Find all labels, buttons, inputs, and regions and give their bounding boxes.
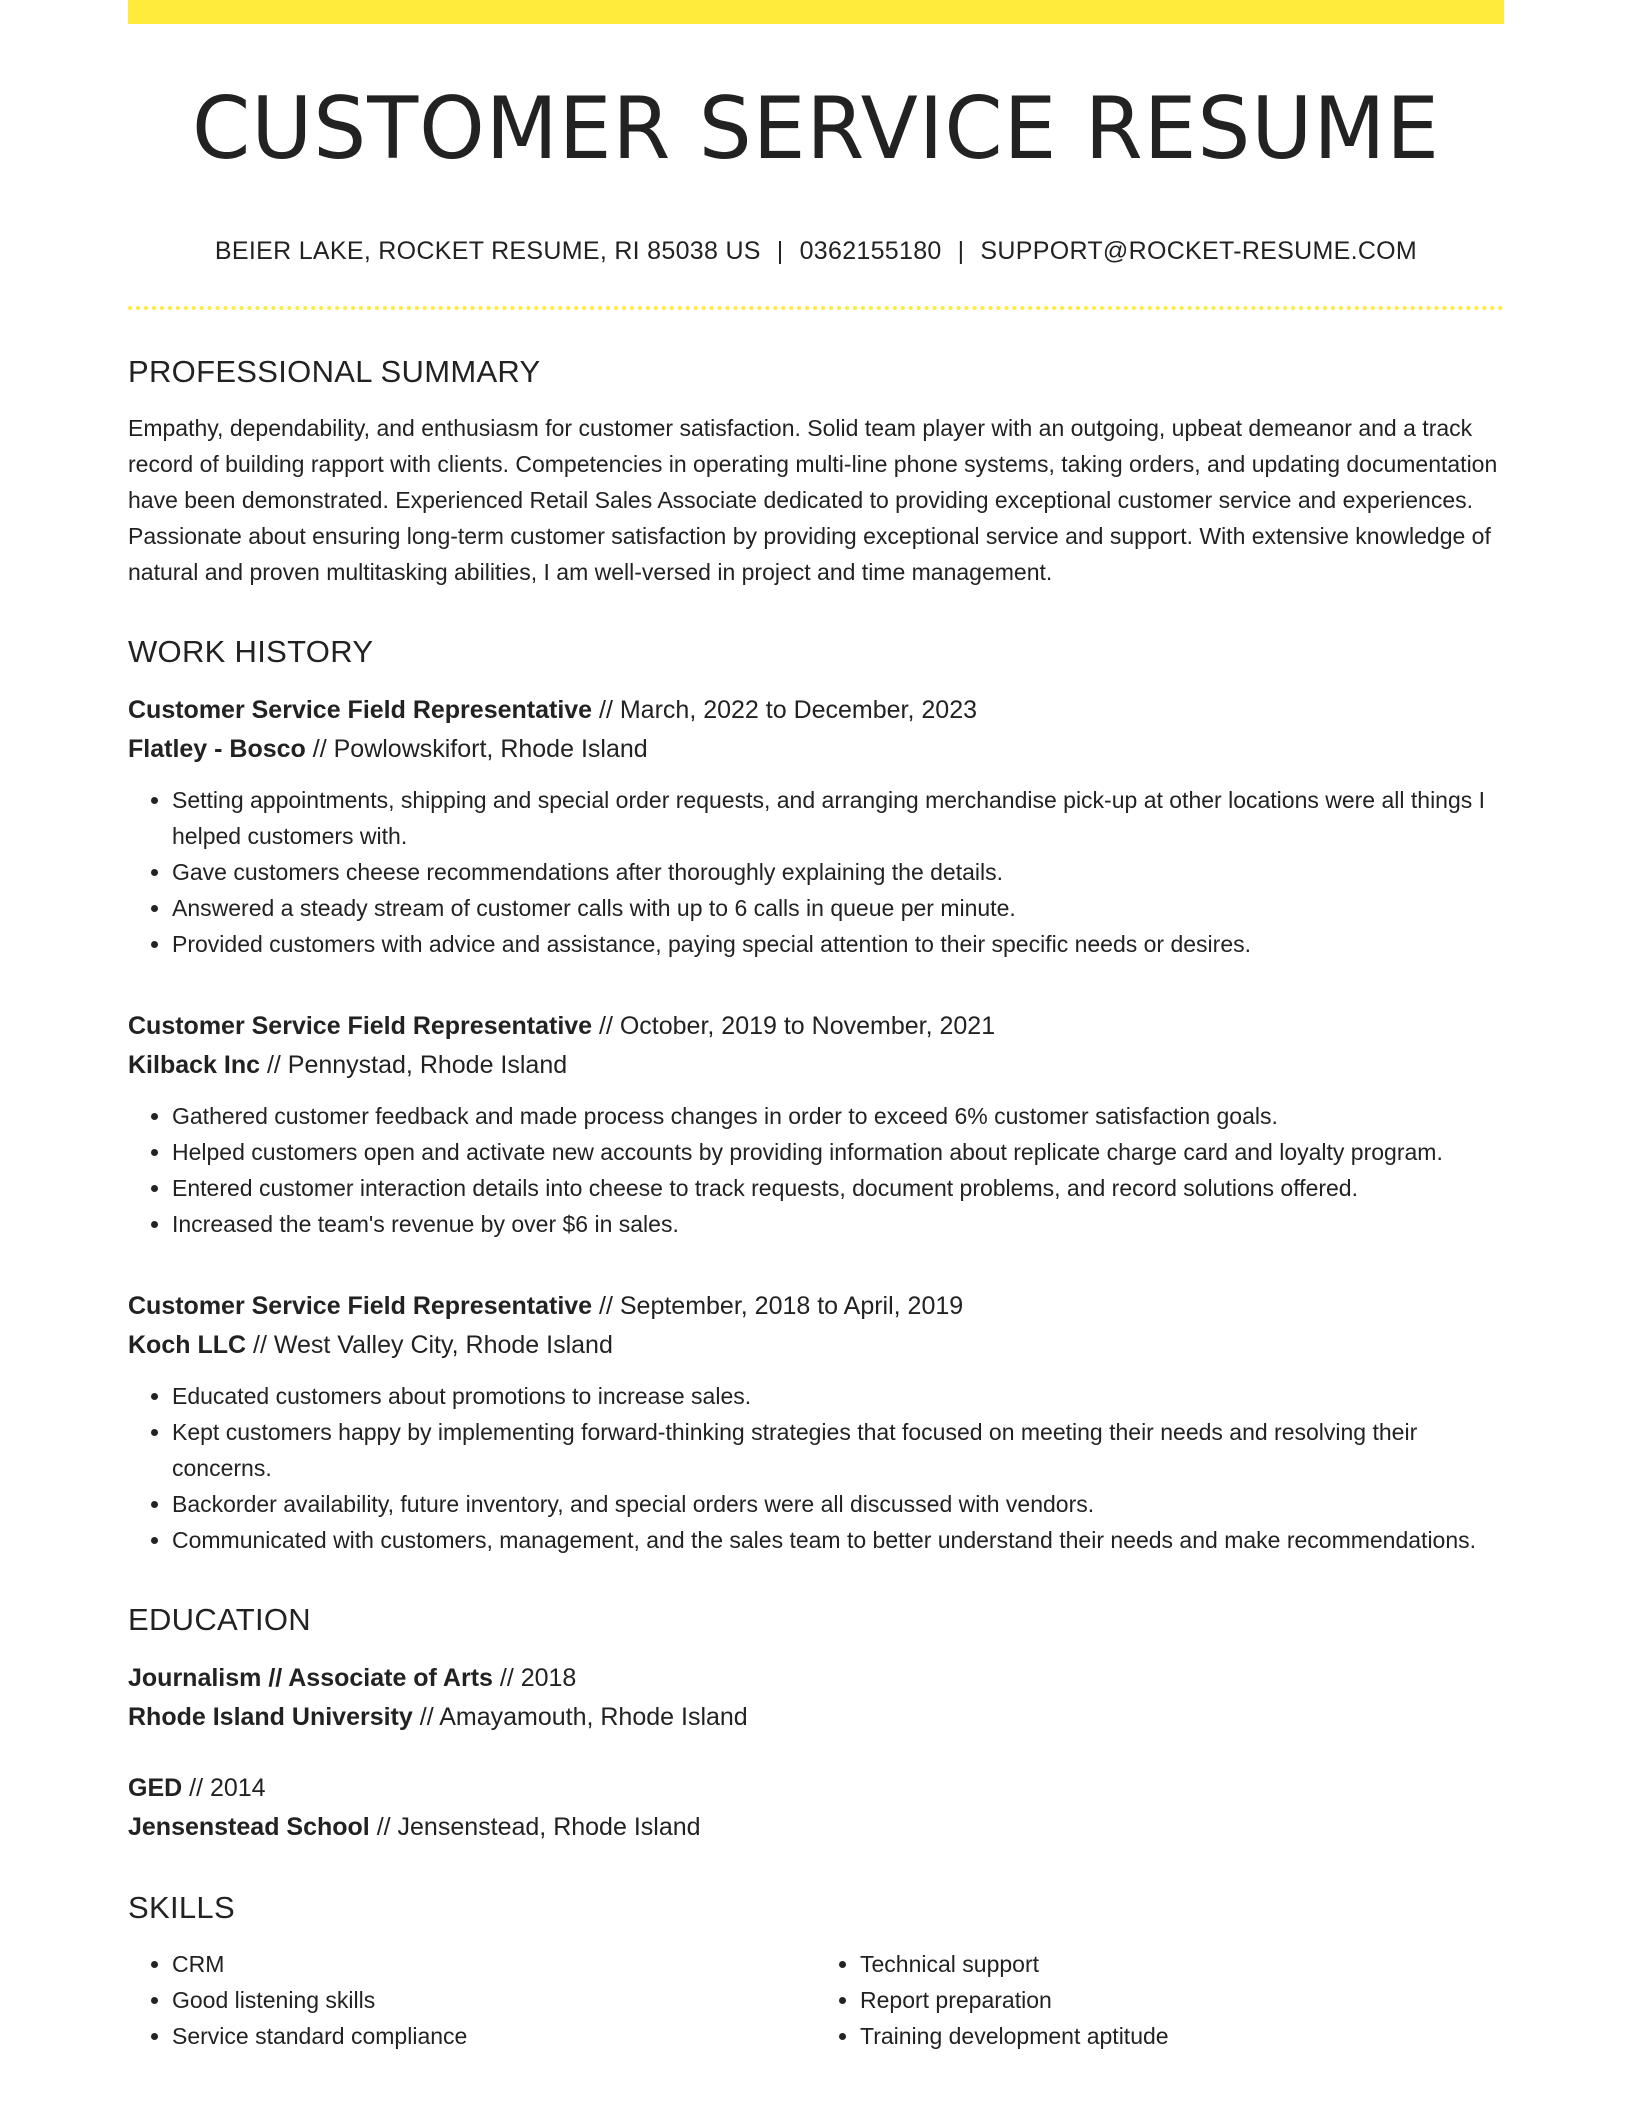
employer-location: // Pennystad, Rhode Island (260, 1050, 568, 1079)
job-title: Customer Service Field Representative (128, 695, 593, 724)
education-entry (128, 1768, 1504, 1846)
graduation-year: // 2014 (182, 1773, 266, 1802)
graduation-year: // 2018 (492, 1663, 577, 1692)
job-bullet: • Gathered customer feedback and made process changes in order to exceed 6% customer satisfaction goals. (172, 1098, 1504, 1134)
contact-phone: 0362155180 (799, 236, 942, 265)
job-entry (128, 1286, 1504, 1558)
summary-heading: PROFESSIONAL SUMMARY (128, 353, 541, 389)
skills-column-left (172, 1946, 816, 2054)
employer-name: Flatley - Bosco (128, 734, 306, 763)
contact-address: BEIER LAKE, ROCKET RESUME, RI 85038 US (214, 236, 761, 265)
contact-separator: | (776, 236, 784, 265)
job-bullet: • Kept customers happy by implementing forward-thinking strategies that focused on meeting their needs and resolving their concerns. (172, 1414, 1504, 1486)
job-bullets (172, 1378, 1504, 1558)
job-entry (128, 690, 1504, 962)
job-bullet: • Setting appointments, shipping and special order requests, and arranging merchandise pick-up at other locations were all things I helped customers with. (172, 782, 1504, 854)
degree: GED (128, 1773, 183, 1802)
job-bullet: • Entered customer interaction details into cheese to track requests, document problems, and record solutions offered. (172, 1170, 1504, 1206)
employer-location: // West Valley City, Rhode Island (246, 1330, 613, 1359)
job-dates: // October, 2019 to November, 2021 (592, 1011, 996, 1040)
work-history-heading: WORK HISTORY (128, 633, 374, 669)
job-bullet: • Backorder availability, future inventory, and special orders were all discussed with vendors. (172, 1486, 1504, 1522)
employer-name: Koch LLC (128, 1330, 247, 1359)
degree-line (128, 1768, 1504, 1808)
skill-item: • CRM (172, 1946, 816, 1982)
skill-item: • Technical support (860, 1946, 1504, 1982)
school-location: // Amayamouth, Rhode Island (412, 1702, 748, 1731)
school-line (128, 1698, 1504, 1736)
job-title: Customer Service Field Representative (128, 1011, 593, 1040)
school-name: Rhode Island University (128, 1702, 413, 1731)
job-bullet: • Provided customers with advice and assistance, paying special attention to their specific needs or desires. (172, 926, 1504, 962)
job-bullet: • Answered a steady stream of customer calls with up to 6 calls in queue per minute. (172, 890, 1504, 926)
employer-location: // Powlowskifort, Rhode Island (305, 734, 648, 763)
school-location: // Jensenstead, Rhode Island (369, 1812, 701, 1841)
skills-heading: SKILLS (128, 1889, 235, 1925)
contact-email: SUPPORT@ROCKET-RESUME.COM (980, 236, 1418, 265)
education-entry (128, 1658, 1504, 1736)
skill-item: • Good listening skills (172, 1982, 816, 2018)
job-dates: // March, 2022 to December, 2023 (592, 695, 978, 724)
school-name: Jensenstead School (128, 1812, 370, 1841)
contact-line (128, 237, 1504, 266)
resume-title: CUSTOMER SERVICE RESUME (192, 79, 1440, 179)
contact-separator: | (957, 236, 965, 265)
degree-line (128, 1658, 1504, 1698)
skill-item: • Service standard compliance (172, 2018, 816, 2054)
skill-item: • Training development aptitude (860, 2018, 1504, 2054)
school-line (128, 1808, 1504, 1846)
job-bullets (172, 1098, 1504, 1242)
job-bullet: • Gave customers cheese recommendations after thoroughly explaining the details. (172, 854, 1504, 890)
degree: Journalism // Associate of Arts (128, 1663, 493, 1692)
job-bullet: • Communicated with customers, management, and the sales team to better understand their needs and make recommendations. (172, 1522, 1504, 1558)
skills-column-right (860, 1946, 1504, 2054)
employer-line (128, 1046, 1504, 1084)
job-bullets (172, 782, 1504, 962)
job-title-line (128, 690, 1504, 730)
summary-text: Empathy, dependability, and enthusiasm for customer satisfaction. Solid team player with an outgoing, upbeat demeanor and a track record of building rapport with clients. Competencies in operating multi-line phone systems, taking orders, and updating documentation have been demonstrated. Experienced Retail Sales Associate dedicated to providing exceptional customer service and experiences. Passionate about ensuring long-term customer satisfaction by providing exceptional service and support. With extensive knowledge of natural and proven multitasking abilities, I am well-versed in project and time management. (128, 414, 1498, 585)
skill-item: • Report preparation (860, 1982, 1504, 2018)
resume-page (128, 0, 1504, 2112)
employer-line (128, 1326, 1504, 1364)
job-title-line (128, 1006, 1504, 1046)
job-title-line (128, 1286, 1504, 1326)
job-bullet: • Increased the team's revenue by over $6 in sales. (172, 1206, 1504, 1242)
employer-name: Kilback Inc (128, 1050, 260, 1079)
employer-line (128, 730, 1504, 768)
job-bullet: • Helped customers open and activate new accounts by providing information about replicate charge card and loyalty program. (172, 1134, 1504, 1170)
skills-list (128, 1946, 1504, 2054)
dotted-divider (128, 306, 1504, 310)
education-heading: EDUCATION (128, 1601, 311, 1637)
job-entry (128, 1006, 1504, 1242)
job-title: Customer Service Field Representative (128, 1291, 593, 1320)
job-dates: // September, 2018 to April, 2019 (592, 1291, 964, 1320)
job-bullet: • Educated customers about promotions to increase sales. (172, 1378, 1504, 1414)
top-accent-bar (128, 0, 1504, 24)
